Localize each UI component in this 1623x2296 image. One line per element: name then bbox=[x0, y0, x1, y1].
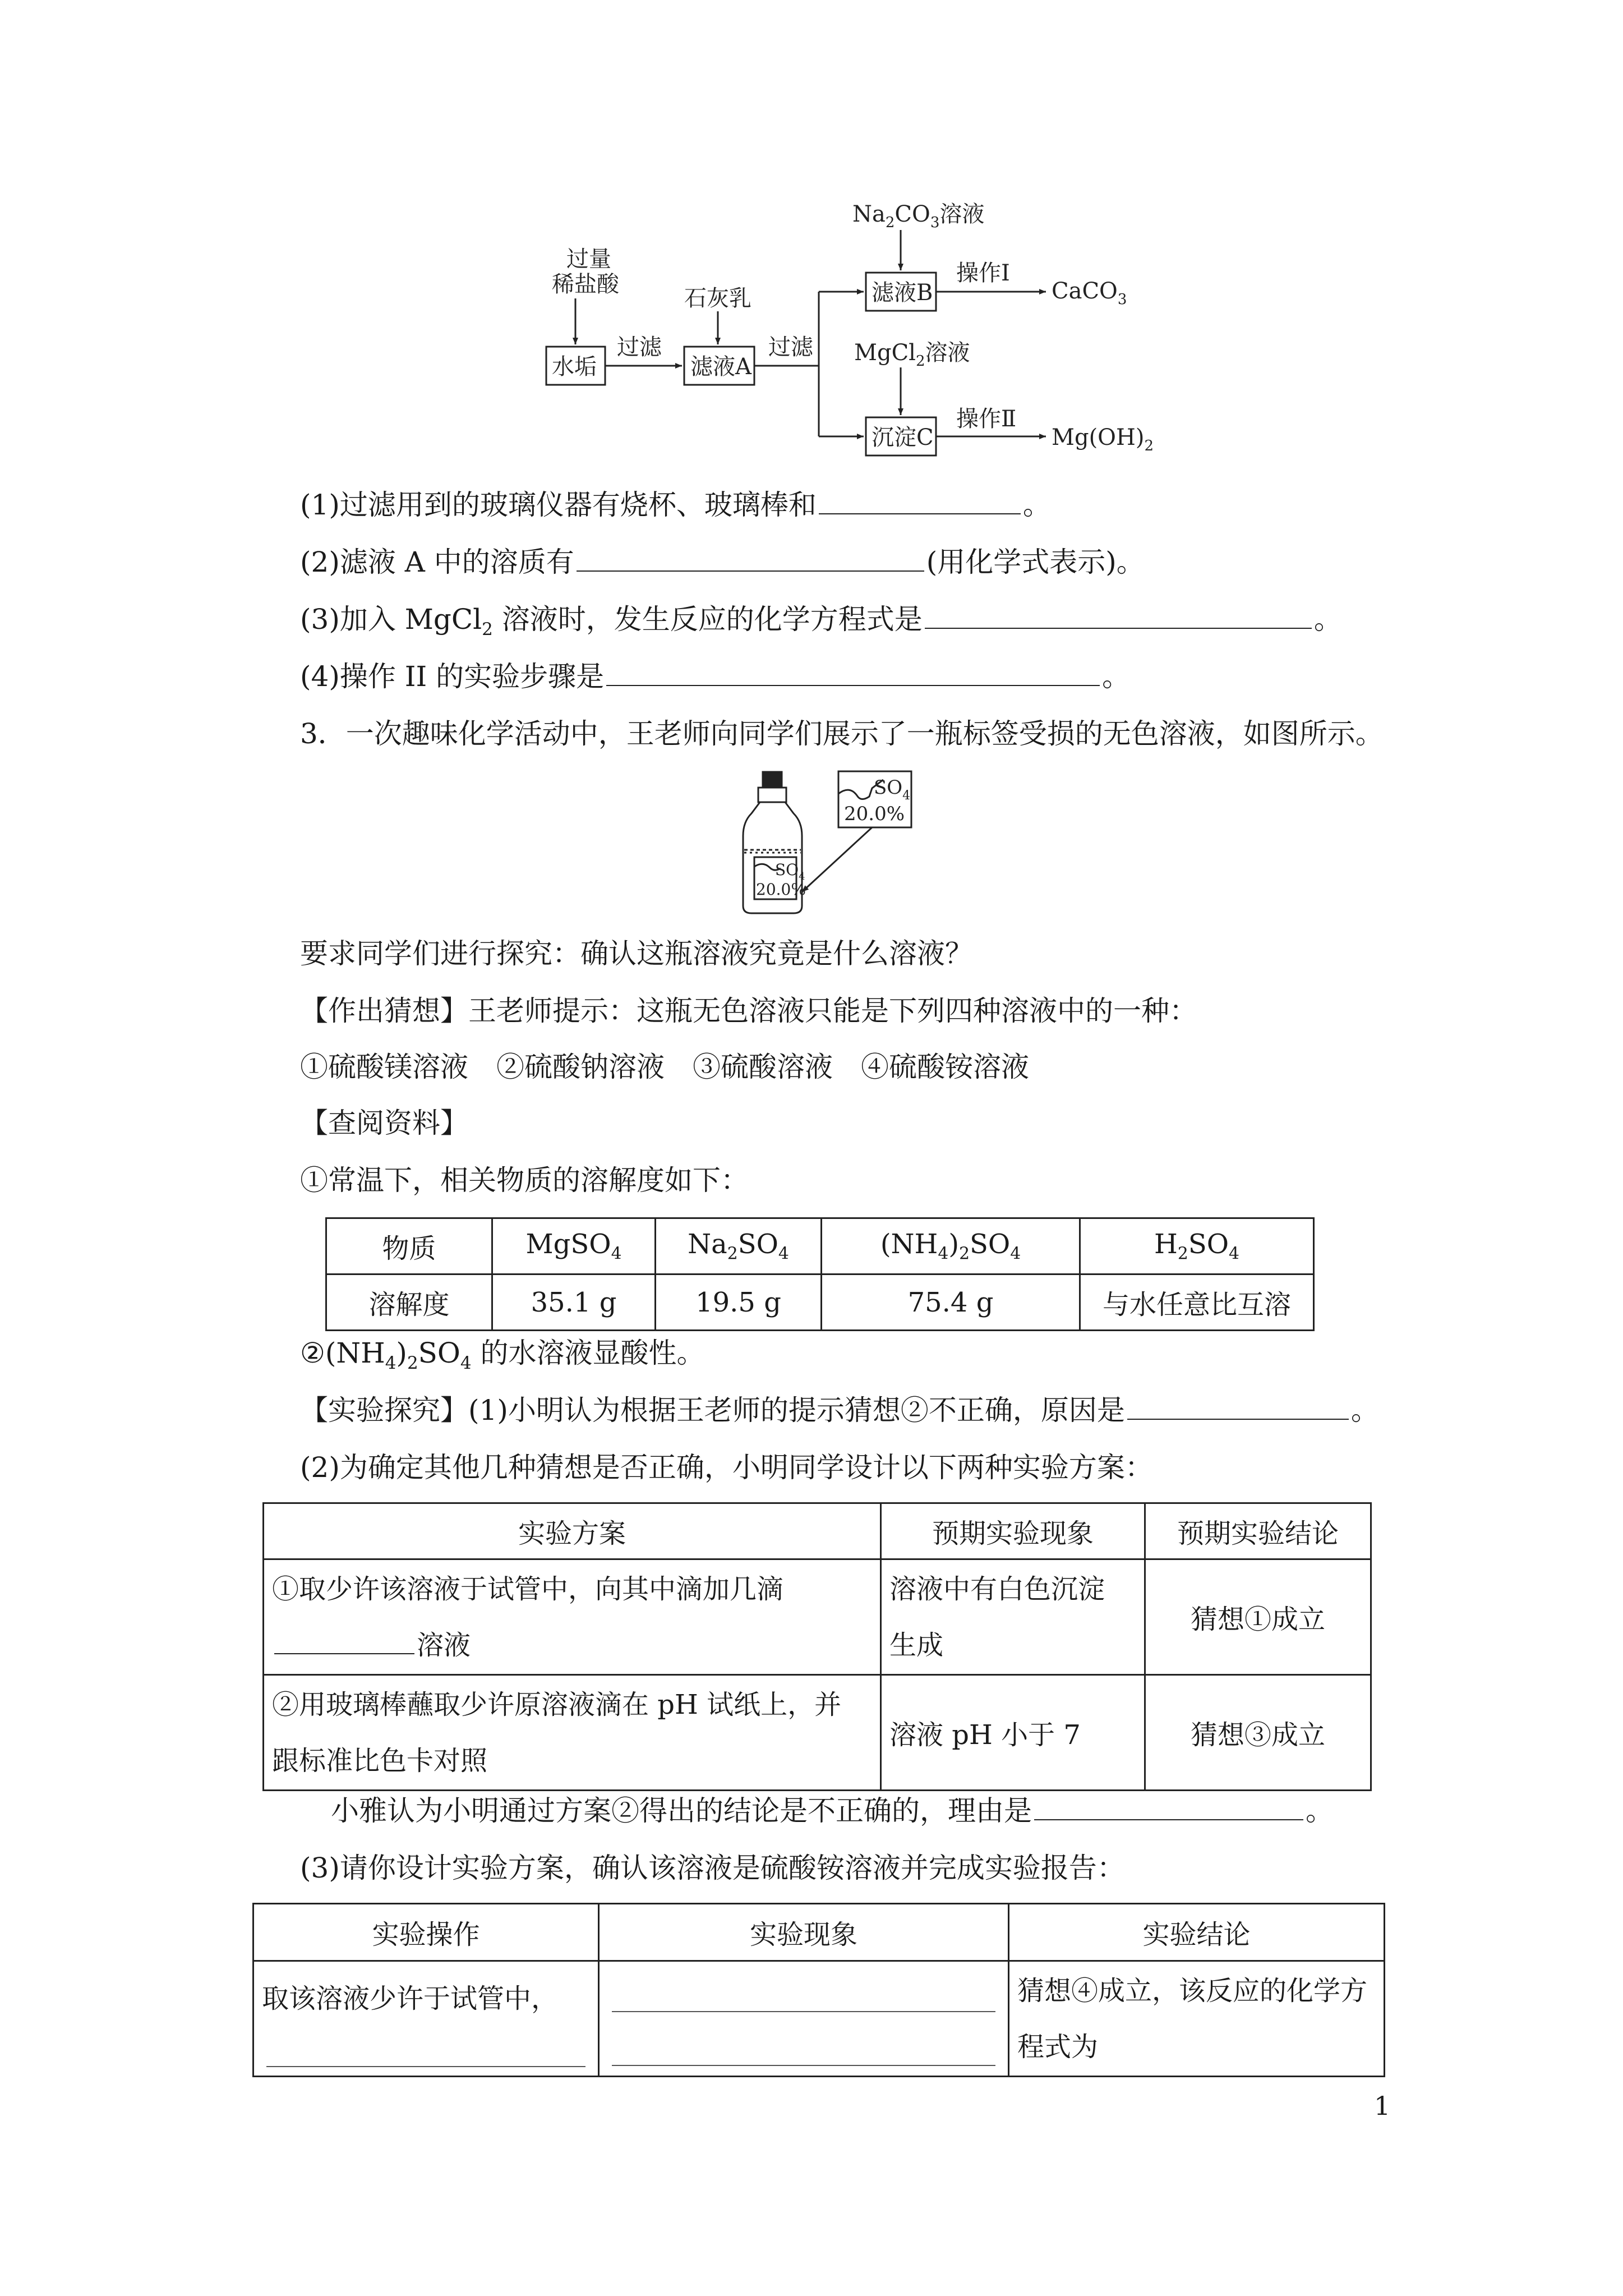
plan-row1-plan bbox=[264, 1559, 881, 1675]
plan-row2-plan-line-a: ②用玻璃棒蘸取少许原溶液滴在 pH 试纸上，并 bbox=[272, 1688, 842, 1720]
plan-table bbox=[262, 1502, 1372, 1791]
op1-label: 操作Ⅰ bbox=[956, 260, 1010, 286]
box-precip-c-label: 沉淀C bbox=[872, 425, 934, 450]
report-table bbox=[252, 1903, 1385, 2077]
report-phenomenon-blank-2[interactable] bbox=[612, 2026, 995, 2066]
report-conclusion-cell bbox=[1009, 1961, 1385, 2077]
report-operation-text: 取该溶液少许于试管中， bbox=[262, 1982, 559, 2014]
plan-header-conclusion: 预期实验结论 bbox=[1145, 1503, 1371, 1559]
plan-row1-phenomenon-a: 溶液中有白色沉淀 bbox=[889, 1573, 1105, 1605]
question-1-text: (1)过滤用到的玻璃仪器有烧杯、玻璃棒和 bbox=[300, 489, 817, 521]
arrow2-label: 过滤 bbox=[768, 334, 813, 360]
problem-3-guess: 【作出猜想】王老师提示：这瓶无色溶液只能是下列四种溶液中的一种： bbox=[300, 995, 1197, 1027]
report-operation-cell bbox=[253, 1961, 599, 2077]
question-3 bbox=[300, 601, 1342, 647]
report-header-operation: 实验操作 bbox=[253, 1904, 599, 1961]
solubility-row-label-solubility: 溶解度 bbox=[326, 1274, 492, 1331]
xiaoya-end: 。 bbox=[1306, 1795, 1334, 1827]
solubility-nh4-2so4: 75.4 g bbox=[822, 1274, 1080, 1331]
solubility-row-label-substance: 物质 bbox=[326, 1218, 492, 1274]
reagent-na2co3-label: $Na_2CO_3$溶液 bbox=[852, 201, 985, 231]
explore-3: (3)请你设计实验方案，确认该溶液是硫酸铵溶液并完成实验报告： bbox=[300, 1852, 1125, 1884]
reagent-mgcl2-label: MgCl$_2$溶液 bbox=[854, 340, 970, 370]
page-number: 1 bbox=[1374, 2091, 1391, 2121]
reagent-hcl-line1: 过量 bbox=[566, 246, 611, 272]
fact2-part-a: ②(NH bbox=[300, 1337, 385, 1369]
xiaoya-line bbox=[331, 1793, 1334, 1829]
solubility-na2so4: 19.5 g bbox=[656, 1274, 822, 1331]
substance-mgso4: MgSO$_4$ bbox=[492, 1218, 656, 1274]
reagent-lime-label: 石灰乳 bbox=[684, 286, 751, 311]
fact2-sub-1: 4 bbox=[385, 1352, 396, 1373]
fact2-sub-2: 2 bbox=[407, 1352, 418, 1373]
explore-1 bbox=[300, 1392, 1379, 1428]
plan-row1-plan-line-b: 溶液 bbox=[417, 1629, 471, 1661]
question-4-blank[interactable] bbox=[606, 659, 1100, 686]
report-conclusion-line-b: 程式为 bbox=[1017, 2031, 1099, 2063]
problem-3-options: ①硫酸镁溶液 ②硫酸钠溶液 ③硫酸溶液 ④硫酸铵溶液 bbox=[300, 1051, 1029, 1083]
question-2-text: (2)滤液 A 中的溶质有 bbox=[300, 546, 574, 578]
plan-row1-plan-line-a: ①取少许该溶液于试管中，向其中滴加几滴 bbox=[272, 1573, 784, 1605]
zoomed-label-formula: $SO_4$ bbox=[874, 776, 911, 803]
substance-na2so4: $Na_2SO_4$ bbox=[656, 1218, 822, 1274]
solubility-table bbox=[325, 1217, 1315, 1331]
question-3-text-a: (3)加入 MgCl bbox=[300, 603, 482, 636]
zoomed-label-percent: 20.0% bbox=[844, 803, 905, 825]
report-operation-blank[interactable] bbox=[266, 2027, 585, 2067]
fact2-part-c: SO bbox=[418, 1337, 460, 1369]
question-3-text-b: 溶液时，发生反应的化学方程式是 bbox=[492, 603, 923, 636]
question-2-end: (用化学式表示)。 bbox=[926, 546, 1145, 578]
explore-1-text: 【实验探究】(1)小明认为根据王老师的提示猜想②不正确，原因是 bbox=[300, 1394, 1125, 1427]
plan-row1-conclusion: 猜想①成立 bbox=[1145, 1559, 1371, 1675]
xiaoya-blank[interactable] bbox=[1034, 1793, 1303, 1820]
report-header-conclusion: 实验结论 bbox=[1009, 1904, 1385, 1961]
question-1-blank[interactable] bbox=[819, 487, 1021, 514]
question-3-end: 。 bbox=[1313, 603, 1342, 636]
op2-label: 操作Ⅱ bbox=[956, 406, 1017, 432]
report-header-phenomenon: 实验现象 bbox=[599, 1904, 1009, 1961]
problem-3-fact2 bbox=[300, 1335, 705, 1381]
fact2-part-b: ) bbox=[396, 1337, 407, 1369]
plan-header-phenomenon: 预期实验现象 bbox=[881, 1503, 1145, 1559]
question-2 bbox=[300, 544, 1145, 580]
problem-3-intro: 3．一次趣味化学活动中，王老师向同学们展示了一瓶标签受损的无色溶液，如图所示。 bbox=[300, 717, 1384, 750]
solubility-mgso4: 35.1 g bbox=[492, 1274, 656, 1331]
bottle-stopper bbox=[763, 772, 782, 788]
plan-row1-phenomenon bbox=[881, 1559, 1145, 1675]
arrow1-label: 过滤 bbox=[617, 334, 662, 360]
bottle-label-percent: 20.0% bbox=[756, 880, 806, 899]
reagent-hcl-line2: 稀盐酸 bbox=[552, 272, 619, 297]
problem-3-fact1: ①常温下，相关物质的溶解度如下： bbox=[300, 1164, 749, 1197]
plan-row2-plan bbox=[264, 1675, 881, 1791]
plan-row2-plan-line-b: 跟标准比色卡对照 bbox=[272, 1745, 488, 1777]
plan-row2-phenomenon: 溶液 pH 小于 7 bbox=[881, 1675, 1145, 1791]
report-phenomenon-cell bbox=[599, 1961, 1009, 2077]
substance-nh4-2so4: $(NH_4)_2SO_4$ bbox=[822, 1218, 1080, 1274]
explore-2: (2)为确定其他几种猜想是否正确，小明同学设计以下两种实验方案： bbox=[300, 1451, 1153, 1484]
report-phenomenon-blank-1[interactable] bbox=[612, 1972, 995, 2012]
explore-1-end: 。 bbox=[1350, 1394, 1379, 1427]
question-1 bbox=[300, 487, 1051, 523]
plan-header-plan: 实验方案 bbox=[264, 1503, 881, 1559]
bottle-neck bbox=[758, 788, 786, 802]
box-filtrate-a-label: 滤液A bbox=[690, 354, 751, 380]
solubility-h2so4: 与水任意比互溶 bbox=[1080, 1274, 1314, 1331]
fact2-part-d: 的水溶液显酸性。 bbox=[471, 1337, 705, 1369]
plan-row2-conclusion: 猜想③成立 bbox=[1145, 1675, 1371, 1791]
bottle-label-formula: $SO_4$ bbox=[775, 861, 805, 882]
substance-h2so4: $H_2SO_4$ bbox=[1080, 1218, 1314, 1274]
question-1-end: 。 bbox=[1022, 489, 1051, 521]
process-flowchart bbox=[527, 196, 1189, 466]
question-2-blank[interactable] bbox=[577, 545, 924, 572]
explore-1-blank[interactable] bbox=[1127, 1393, 1349, 1420]
xiaoya-text: 小雅认为小明通过方案②得出的结论是不正确的，理由是 bbox=[331, 1795, 1032, 1827]
reagent-bottle-illustration bbox=[729, 769, 953, 920]
question-4 bbox=[300, 659, 1130, 694]
plan-row1-phenomenon-b: 生成 bbox=[889, 1629, 944, 1661]
product-mgoh2-label: $Mg(OH)_2$ bbox=[1052, 425, 1154, 454]
product-caco3-label: CaCO$_3$ bbox=[1052, 278, 1127, 308]
problem-3-task: 要求同学们进行探究：确认这瓶溶液究竟是什么溶液？ bbox=[300, 937, 973, 970]
question-4-end: 。 bbox=[1102, 660, 1131, 693]
report-conclusion-line-a: 猜想④成立，该反应的化学方 bbox=[1017, 1975, 1368, 2007]
problem-3-lookup: 【查阅资料】 bbox=[300, 1107, 468, 1139]
question-4-text: (4)操作 II 的实验步骤是 bbox=[300, 660, 605, 693]
plan-row1-blank[interactable] bbox=[274, 1627, 414, 1654]
fact2-sub-3: 4 bbox=[460, 1352, 472, 1373]
box-scale-label: 水垢 bbox=[552, 354, 597, 380]
question-3-sub: 2 bbox=[482, 619, 493, 639]
box-filtrate-b-label: 滤液B bbox=[872, 280, 933, 306]
question-3-blank[interactable] bbox=[925, 602, 1312, 629]
